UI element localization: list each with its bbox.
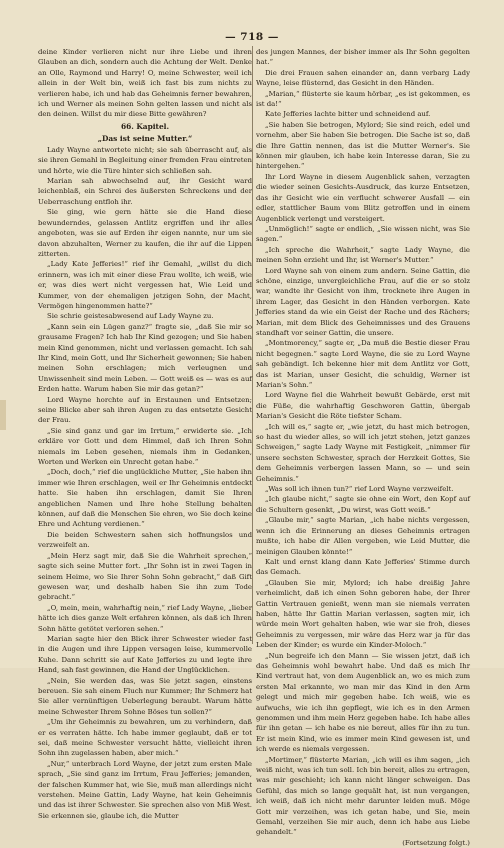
paragraph: Kalt und ernst klang dann Kate Jefferies' Stimme durch das Gemach. xyxy=(256,557,470,577)
paragraph: Marian sah abwechselnd auf, ihr Gesicht ward leichenblaß, ein Schrei des äußersten Schreckens und der Ueberraschung entfloh ihr. xyxy=(38,177,252,206)
paragraph: Lord Wayne fiel die Wahrheit bewußt Gebärde, erst mit die Füße, die wahrhaftig Geschworen Gattin, übergab Marian's Gesicht die Röte tiefster Scham. xyxy=(256,391,470,421)
paragraph: „Glaube mir,“ sagte Marian, „ich habe nichts vergessen, wenn ich die Erinnerung an dieses Geheimnis ertragen mußte, ich habe dir Allen vergeben, wie Leid Mutter, die meinigen Glauben könnte!“ xyxy=(256,516,470,556)
paragraph: Sie schrie geistesabwesend auf Lady Wayne zu. xyxy=(47,312,214,321)
chapter-heading: 66. Kapitel. xyxy=(120,121,170,131)
paragraph: Lord Wayne sah von einem zum andern. Seine Gattin, die schöne, einzige, unvergleichliche Frau, auf die er so stolz war, wandte ihr Gesicht von ihm, trocknete ihre Augen in ihrem Lager, das Gesicht in den Händen verborgen. Kate Jefferies stand da wie ein Geist der Rache und des Rächers; Marian, mit dem Blick des Geheimnisses und des Grauens standhaft vor seiner Gattin, die unsere. xyxy=(256,266,470,337)
paragraph: deine Kinder verlieren nicht nur ihre Liebe und ihren Glauben an dich, sondern auch die Achtung der Welt. Denke an Olle, Raymond und Harry! O, meine Schwester, weil ich allein in der Welt bin, weiß ich fast bis zum nichts zu verlieren habe, ich und hab das Geheimnis ferner bewahren, ich und Werner als meinen Sohn gelten lassen und nicht als den deinen. Willst du mir diese Bitte gewähren? xyxy=(38,48,252,119)
paragraph: Ihr Lord Wayne in diesem Augenblick sahen, verzagten die wieder seinen Gesichts-Ausdruck, das kurze Entsetzen, das ihr Gesicht wie ein verflucht schwerer Ausfall — ein edler, stattlicher Baum vom Blitz getroffen und in einem Augenblick verlengt und versteigert. xyxy=(256,172,470,223)
paragraph: „Ich spreche die Wahrheit,“ sagte Lady Wayne, die meinen Sohn erzieht und Ihr, ist Werner's Mutter.“ xyxy=(256,245,470,265)
paragraph: „Sie haben Sie betrogen, Mylord; Sie sind reich, edel und vornehm, aber Sie haben Sie betrogen. Die Sache ist so, daß die Ihre Gattin nennen, das ist die Mutter Werner's. Sie können mir glauben, ich habe kein Interesse daran, Sie zu hintergehen.“ xyxy=(256,120,470,171)
paragraph: Lady Wayne antwortete nicht; sie sah überrascht auf, als sie ihren Gemahl in Begleitung einer fremden Frau eintreten und hörte, wie die Türe hinter sich schließen sah. xyxy=(38,145,252,175)
page-edge-stain xyxy=(0,400,6,430)
paragraph: „Lady Kate Jefferies!“ rief ihr Gemahl, „willst du dich erinnern, was ich mit einer diese Frau wollte, ich weiß, wie er, was dies wert nicht vergessen hat, Wie Leid und Kummer, von der ehemaligen jetzigen Sohn, der Macht, Vermögen hingenommen hatte?“ xyxy=(38,260,252,310)
paragraph: „Ich glaube nicht,“ sagte sie ohne ein Wort, den Kopf auf die Schultern gesenkt, „Du wirst, was Gott weiß.“ xyxy=(256,495,470,514)
page-number: — 718 — xyxy=(225,31,279,43)
paragraph: Sie ging, wie gern hätte sie die Hand diese bewunderndes, gelassen Antlitz ergriffen und ihr alles angeboten, was sie auf Erden ihr eigen nannte, nur um sie davon abzuhalten, Werner zu kaufen, die ihr auf die Lippen zitterten. xyxy=(38,208,252,258)
paragraph: „Unmöglich!“ sagte er endlich, „Sie wissen nicht, was Sie sagen.“ xyxy=(256,224,470,244)
right-column xyxy=(256,47,470,847)
paragraph: „Mein Herz sagt mir, daß Sie die Wahrheit sprechen,“ sagte sich seine Mutter fort. „Ihr Sohn ist in zwei Tagen in seinem Heime, wo Sie Ihrer Sohn Sohn gebracht,“ daß Gift gewesen war, und deshalb haben Sie ihn zum Tode gebracht.“ xyxy=(38,551,252,602)
left-column xyxy=(38,47,252,820)
paragraph: Kate Jefferies lachte bitter und schneidend auf. xyxy=(265,110,431,119)
paragraph: „O, mein, mein, wahrhaftig nein,“ rief Lady Wayne, „lieber hätte ich dies ganze Welt erfahren können, als daß ich Ihren Sohn hätte getötet verloren sehen.“ xyxy=(38,603,252,633)
paragraph: „Nur,“ unterbrach Lord Wayne, der jetzt zum ersten Male sprach, „Sie sind ganz im Irrtum, Frau Jefferies; jemanden, der falschen Kummer hat, wie Sie, muß man allerdings nicht verstehen. Meine Gattin, Lady Wayne, hat kein Geheimnis und das ist ihrer Schwester. Sie sprechen also von Miß West. Sie erkennen sie, glaube ich, die Mutter xyxy=(38,759,252,820)
chapter-subheading: „Das ist seine Mutter.“ xyxy=(97,133,193,143)
paragraph: „Was soll ich ihnen tun?“ rief Lord Wayne verzweifelt. xyxy=(265,485,454,494)
paragraph: „Nein, Sie werden das, was Sie jetzt sagen, einstens bereuen. Sie sah einem Fluch nur Kummer; Ihr Schmerz hat Sie aller vernünftigen Ueberlegung beraubt. Warum hätte meine Schwester Ihrem Sohne Böses tun sollen?“ xyxy=(38,676,252,716)
paragraph: Lord Wayne horchte auf in Erstaunen und Entsetzen; seine Blicke aber sah ihren Augen zu das entsetzte Gesicht der Frau. xyxy=(38,395,252,425)
paragraph: „Um ihr Geheimnis zu bewahren, um zu verhindern, daß er es verraten hätte. Ich habe immer geglaubt, daß er tot sei, daß meine Schwester versucht hätte, vielleicht ihren Sohn ihn zugelassen haben, aber mich.“ xyxy=(38,718,252,758)
paragraph: „Montmorency,“ sagte er, „Da muß die Bestie dieser Frau nicht begegnen.“ sagte Lord Wayne, die sie zu Lord Wayne sah gebändigt. Ich bekenne hier mit dem Antlitz vor Gott, das ist Marian, unser Gesicht, die schuldig, Werner ist Marian's Sohn.“ xyxy=(256,339,470,389)
paragraph: Die drei Frauen sahen einander an, dann verbarg Lady Wayne, leise flüsternd, das Gesicht in den Händen. xyxy=(256,68,470,88)
paragraph: „Mortimer,“ flüsterte Marian, „ich will es ihm sagen, „ich weiß nicht, was ich tun soll. Ich bin bereit, alles zu ertragen, was mir geschieht; ich kann nicht länger schweigen. Das Gefühl, das mich so lange gequält hat, ist nun vergangen, ich weiß, daß ich nicht mehr darunter leiden muß. Möge Gott mir verzeihen, was ich getan habe, und Sie, mein Gemahl, verzeihen Sie mir auch, denn ich habe aus Liebe gehandelt.“ xyxy=(256,755,470,837)
paragraph: „Doch, doch,“ rief die unglückliche Mutter, „Sie haben ihn immer wie Ihren erschlagen, weil er Ihr Geheimnis entdeckt hatte. Sie haben ihn erschlagen, damit Sie Ihren angeblichen Namen und Ihre hohe Stellung behalten können, auf daß die Menschen Sie ehren, wo Sie doch keine Ehre und Achtung verdienen.“ xyxy=(38,468,252,529)
paragraph: „Nun begreife ich den Mann — Sie wissen jetzt, daß ich das Geheimnis wohl bewahrt habe. Und daß es mich Ihr Kind vertraut hat, von dem Augenblick an, wo es mich zum ersten Mal erkannte, wo man mir das Kind in den Arm gelegt und mich mir gegeben habe. Ich weiß, wie es aufwuchs, wie ich ihn gepflegt, wie ich es in den Armen genommen und ihm mein Herz gegeben habe. Ich habe alles für ihn getan — ich habe es nie bereut, alles für ihn zu tun. Er ist mein Kind, wie es immer mein Kind gewesen ist, und ich werde es niemals vergessen. xyxy=(256,651,470,754)
paragraph: „Ich will es,“ sagte er, „wie jetzt, du hast mich betrogen, so hast du wieder alles, so will ich jetzt stehen, jetzt ganzes Schweigen,“ sagte Lady Wayne mit Festigkeit, „nimmer für unsere sechsten Schwester, sprach der Herzkeit Gottes, Sie dem Geheimnis verbergen lassen Mann, so — und sein Geheimnis.“ xyxy=(256,422,470,483)
column-divider xyxy=(252,46,253,644)
paragraph: des jungen Mannes, der bisher immer als Ihr Sohn gegolten hat.“ xyxy=(256,48,470,67)
paragraph: „Marian,“ flüsterte sie kaum hörbar, „es ist gekommen, es ist da!“ xyxy=(256,89,470,109)
paragraph: „Sie sind ganz und gar im Irrtum,“ erwiderte sie. „Ich erkläre vor Gott und dem Himmel, daß ich Ihren Sohn niemals im Leben gesehen, niemals ihm in Gedanken, Worten und Werken ein Unrecht getan habe.“ xyxy=(38,426,252,467)
paragraph: Marian sagte hier den Blick ihrer Schwester wieder fast in die Augen und ihre Lippen versagen leise, kummervolle Kuhe. Dann schritt sie auf Kate Jefferies zu und legte ihre Hand, sah fast gewinnen, die Hand der Unglücklichen. xyxy=(38,634,252,675)
paragraph: „Kann sein ein Lügen ganz?“ fragte sie, „daß Sie mir so grausame Fragen? Ich hab Ihr Kind gezogen; und Sie haben mein Kind genommen, nicht und verlassen gemacht. Ich sah Ihr Kind, mein Gott, und Ihr Sicherheit gewonnen; Sie haben meinen Sohn erschlagen; mich verleugnen und Unwissenheit sind mein Leben. — Gott weiß es — was es auf Erden hatte. Warum haben Sie mir das getan?“ xyxy=(38,322,252,394)
paragraph: Die beiden Schwestern sahen sich hoffnungslos und verzweifelt an. xyxy=(38,530,252,550)
paragraph: „Glauben Sie mir, Mylord; ich habe dreißig Jahre verheimlicht, daß ich einen Sohn geboren habe, der Ihrer Gattin Vertrauen genießt, wenn man sie niemals verraten haben, hätte Ihr Gattin Marian verlassen, sagten mir, ich würde mein Wort gehalten haben, wie war sie froh, dieses Geheimnis zu vergessen, mir wäre das Herz war ja für das Leben der Kinder; es wurde ein Kinder-Moloch.“ xyxy=(256,578,470,650)
continuation-note: (Fortsetzung folgt.) xyxy=(402,838,470,847)
